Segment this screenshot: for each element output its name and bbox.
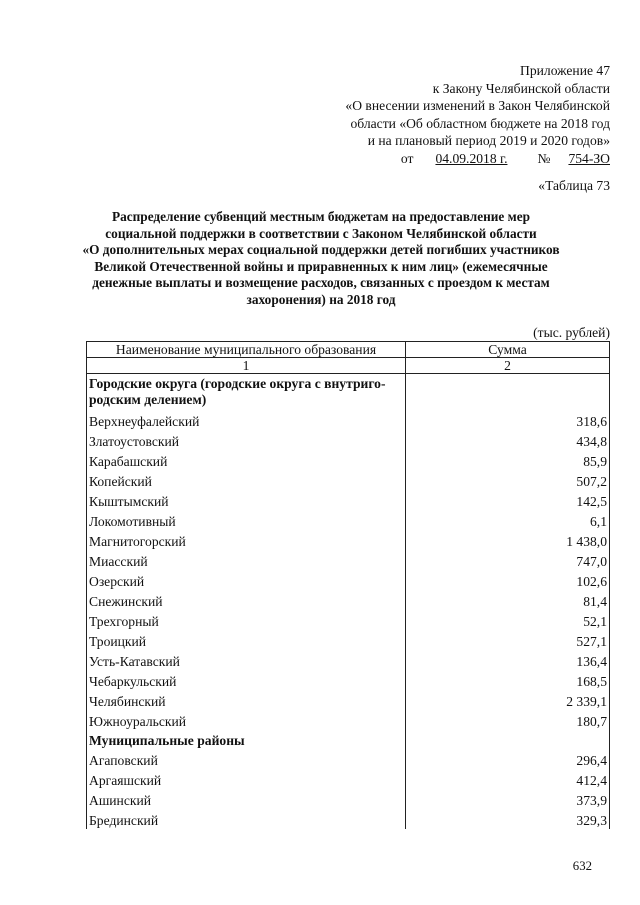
title-line: социальной поддержки в соответствии с Законом Челябинской области	[105, 225, 537, 241]
table-body	[87, 374, 610, 830]
municipality-name: Аргаяшский	[87, 769, 406, 789]
table-row	[87, 789, 610, 809]
municipality-name: Челябинский	[87, 690, 406, 710]
municipality-name: Троицкий	[87, 630, 406, 650]
appendix-header	[190, 62, 610, 168]
column-number-1: 1	[87, 358, 406, 374]
municipality-sum: 136,4	[406, 650, 610, 670]
appendix-line: и на плановый период 2019 и 2020 годов»	[367, 133, 610, 149]
municipality-sum: 434,8	[406, 430, 610, 450]
group-label	[87, 374, 406, 411]
municipality-sum: 180,7	[406, 710, 610, 730]
municipality-sum: 527,1	[406, 630, 610, 650]
table-header-number-row	[87, 358, 610, 374]
municipality-sum: 412,4	[406, 769, 610, 789]
municipality-name: Миасский	[87, 550, 406, 570]
municipality-sum: 85,9	[406, 450, 610, 470]
group-sum-cell	[406, 730, 610, 749]
municipality-name: Усть-Катавский	[87, 650, 406, 670]
table-row	[87, 670, 610, 690]
law-approval-line	[190, 150, 610, 168]
table-row	[87, 749, 610, 769]
municipality-sum: 81,4	[406, 590, 610, 610]
municipality-sum: 6,1	[406, 510, 610, 530]
group-row-urban-districts	[87, 374, 610, 411]
municipality-name: Ашинский	[87, 789, 406, 809]
title-line: Распределение субвенций местным бюджетам на предоставление мер	[111, 209, 531, 224]
unit-note: (тыс. рублей)	[533, 325, 610, 340]
number-sign: №	[537, 150, 551, 166]
municipality-sum: 747,0	[406, 550, 610, 570]
group-label: Муниципальные районы	[87, 730, 406, 749]
appendix-line: Приложение 47	[520, 63, 610, 78]
table-row	[87, 769, 610, 789]
municipality-name: Брединский	[87, 809, 406, 829]
municipality-name: Верхнеуфалейский	[87, 410, 406, 430]
table-row	[87, 410, 610, 430]
table-row	[87, 809, 610, 829]
title-line: захоронения) на 2018 год	[246, 291, 396, 307]
table-row	[87, 590, 610, 610]
municipality-name: Агаповский	[87, 749, 406, 769]
column-header-sum: Сумма	[406, 342, 610, 358]
table-row	[87, 510, 610, 530]
table-row	[87, 610, 610, 630]
municipality-sum: 168,5	[406, 670, 610, 690]
municipality-sum: 52,1	[406, 610, 610, 630]
table-row	[87, 710, 610, 730]
municipality-name: Копейский	[87, 470, 406, 490]
municipality-sum: 318,6	[406, 410, 610, 430]
table-row	[87, 430, 610, 450]
table-row	[87, 490, 610, 510]
municipality-sum: 296,4	[406, 749, 610, 769]
group-sum-cell	[406, 374, 610, 411]
table-row	[87, 650, 610, 670]
municipality-name: Кыштымский	[87, 490, 406, 510]
table-row	[87, 570, 610, 590]
municipality-name: Озерский	[87, 570, 406, 590]
municipality-sum: 373,9	[406, 789, 610, 809]
law-number: 754-ЗО	[568, 150, 610, 166]
table-row	[87, 550, 610, 570]
table-row	[87, 450, 610, 470]
municipality-sum: 1 438,0	[406, 530, 610, 550]
municipality-name: Магнитогорский	[87, 530, 406, 550]
subsidies-table	[86, 341, 610, 829]
municipality-name: Златоустовский	[87, 430, 406, 450]
table-header-row	[87, 342, 610, 358]
appendix-line: области «Об областном бюджете на 2018 год	[350, 115, 610, 131]
group-label-line: Городские округа (городские округа с внутриго-	[89, 376, 386, 391]
municipality-name: Южноуральский	[87, 710, 406, 730]
table-row	[87, 470, 610, 490]
title-line: денежные выплаты и возмещение расходов, связанных с проездом к местам	[92, 275, 550, 290]
title-line: «О дополнительных мерах социальной поддержки детей погибших участников	[82, 242, 560, 257]
municipality-sum: 2 339,1	[406, 690, 610, 710]
municipality-name: Трехгорный	[87, 610, 406, 630]
from-label: от	[400, 150, 414, 166]
group-label-line: родским делением)	[89, 392, 207, 407]
table-reference: «Таблица 73	[538, 178, 610, 193]
document-title	[80, 209, 562, 308]
title-line: Великой Отечественной войны и приравненных к ним лиц» (ежемесячные	[94, 258, 548, 274]
group-row-municipal-districts	[87, 730, 610, 749]
law-date: 04.09.2018 г.	[435, 150, 508, 166]
table-row	[87, 530, 610, 550]
municipality-sum: 507,2	[406, 470, 610, 490]
page-number: 632	[572, 859, 592, 873]
table-row	[87, 690, 610, 710]
table-row	[87, 630, 610, 650]
municipality-name: Локомотивный	[87, 510, 406, 530]
appendix-line: к Закону Челябинской области	[432, 80, 610, 96]
column-number-2: 2	[406, 358, 610, 374]
municipality-sum: 142,5	[406, 490, 610, 510]
municipality-sum: 329,3	[406, 809, 610, 829]
municipality-name: Карабашский	[87, 450, 406, 470]
municipality-sum: 102,6	[406, 570, 610, 590]
column-header-name: Наименование муниципального образования	[87, 342, 406, 358]
municipality-name: Снежинский	[87, 590, 406, 610]
appendix-line: «О внесении изменений в Закон Челябинской	[345, 98, 610, 114]
municipality-name: Чебаркульский	[87, 670, 406, 690]
